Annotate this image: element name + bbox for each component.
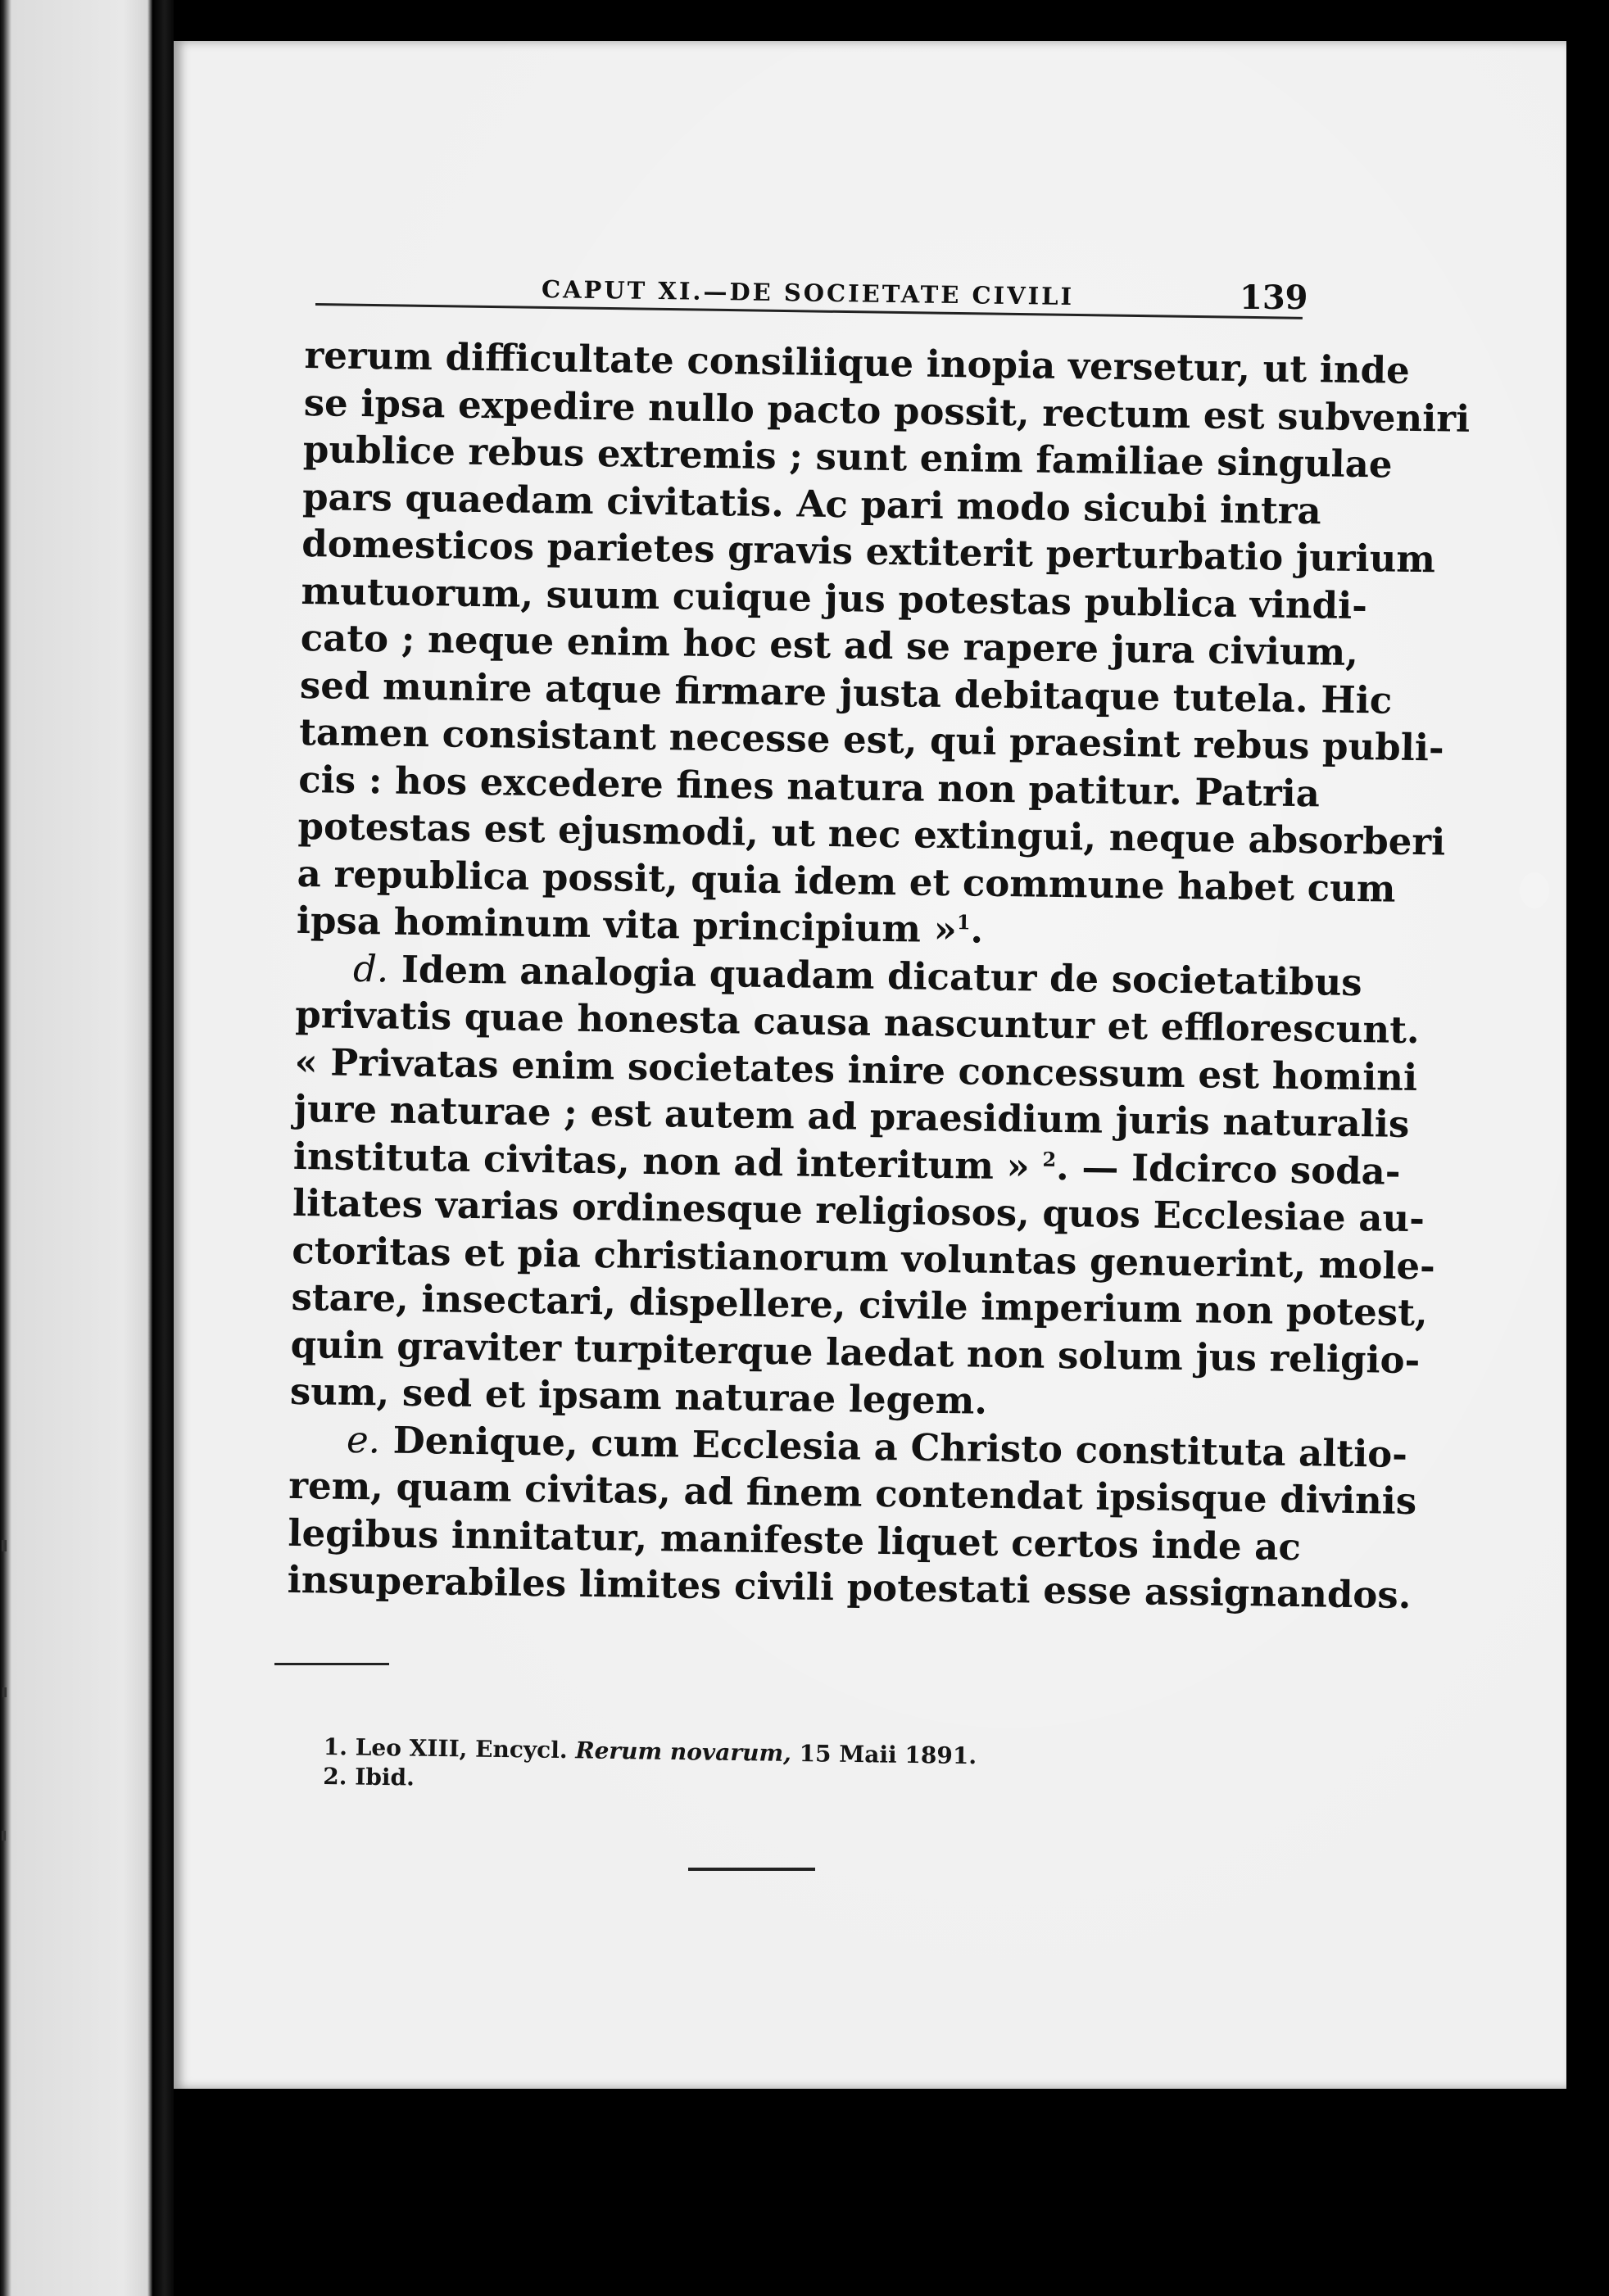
text-line: « Privatas enim societates inire concessum est homini [294, 1039, 1418, 1099]
bottom-margin-black [174, 2089, 1566, 2296]
work-title: Rerum novarum, [575, 1737, 792, 1767]
page-number: 139 [1240, 279, 1308, 317]
footnote-ref: 2 [1042, 1147, 1057, 1171]
text-span: instituta civitas, non ad interitum » [292, 1134, 1031, 1188]
footnote-rule [274, 1663, 389, 1665]
text-line: ctoritas et pia christianorum voluntas genuerint, mole- [291, 1228, 1436, 1288]
footnote-text: Leo XIII, Encycl. [355, 1733, 568, 1764]
right-margin-black [1566, 0, 1609, 2296]
text-line: cis : hos excedere fines natura non patitur. Patria [298, 757, 1321, 815]
text-span: Denique, cum Ecclesia a Christo constituta altio- [392, 1418, 1408, 1476]
text-line: sum, sed et ipsam naturae legem. [289, 1369, 988, 1423]
text-line: litates varias ordinesque religiosos, quos Ecclesiae au- [292, 1180, 1425, 1241]
running-head: CAPUT XI.—DE SOCIETATE CIVILI [541, 275, 1075, 311]
text-line: privatis quae honesta causa nascuntur et efflorescunt. [294, 992, 1421, 1053]
text-line: legibus innitatur, manifeste liquet certos inde ac [288, 1510, 1302, 1569]
text-line: se ipsa expedire nullo pacto possit, rectum est subveniri [303, 380, 1471, 441]
end-rule [688, 1868, 815, 1871]
page-speck [2, 1540, 7, 1551]
paper-blemish [1520, 872, 1549, 908]
footnotes [323, 1732, 977, 1800]
text-span: Idem analogia quadam dicatur de societatibus [401, 947, 1362, 1004]
text-line: rem, quam civitas, ad finem contendat ipsisque divinis [288, 1463, 1417, 1524]
footnote-date: 15 Maii 1891. [799, 1740, 977, 1770]
text-span: . — Idcirco soda- [1055, 1144, 1401, 1193]
paragraph-label: d. [352, 946, 389, 991]
text-line: domesticos parietes gravis extiterit perturbatio jurium [301, 521, 1436, 582]
text-line: pars quaedam civitatis. Ac pari modo sicubi intra [301, 474, 1321, 532]
text-line: mutuorum, suum cuique jus potestas publica vindi- [301, 568, 1368, 627]
text-line: sed munire atque firmare justa debitaque tutela. Hic [299, 663, 1393, 722]
page-speck [2, 1687, 7, 1697]
text-line: cato ; neque enim hoc est ad se rapere jura civium, [300, 615, 1359, 674]
text-line: potestas est ejusmodi, ut nec extingui, neque absorberi [297, 804, 1446, 864]
footnote-ref: 1 [956, 910, 971, 935]
text-line: insuperabiles limites civili potestati esse assignandos. [287, 1557, 1412, 1618]
text-line: stare, insectari, dispellere, civile imperium non potest, [291, 1275, 1429, 1335]
text-line: quin graviter turpiterque laedat non solum jus religio- [290, 1322, 1421, 1382]
footnote-text: Ibid. [355, 1763, 415, 1791]
page-speck [2, 1831, 6, 1841]
main-text [287, 332, 1471, 1618]
text-line: ipsa hominum vita principium »$^1$. [296, 898, 984, 952]
top-margin-black [174, 0, 1566, 41]
text-span: ipsa hominum vita principium » [296, 898, 958, 952]
text-line: publice rebus extremis ; sunt enim familiae singulae [302, 427, 1393, 487]
text-line: jure naturae ; est autem ad praesidium juris naturalis [293, 1086, 1410, 1146]
previous-page-edge [0, 0, 152, 2296]
footnote-number: 2. [323, 1762, 347, 1791]
text-line: a republica possit, quia idem et commune habet cum [297, 851, 1396, 911]
footnote-number: 1. [323, 1733, 348, 1761]
paragraph-label: e. [346, 1417, 381, 1461]
text-line: rerum difficultate consiliique inopia versetur, ut inde [304, 333, 1411, 392]
text-line: tamen consistant necesse est, qui praesint rebus publi- [298, 709, 1444, 770]
